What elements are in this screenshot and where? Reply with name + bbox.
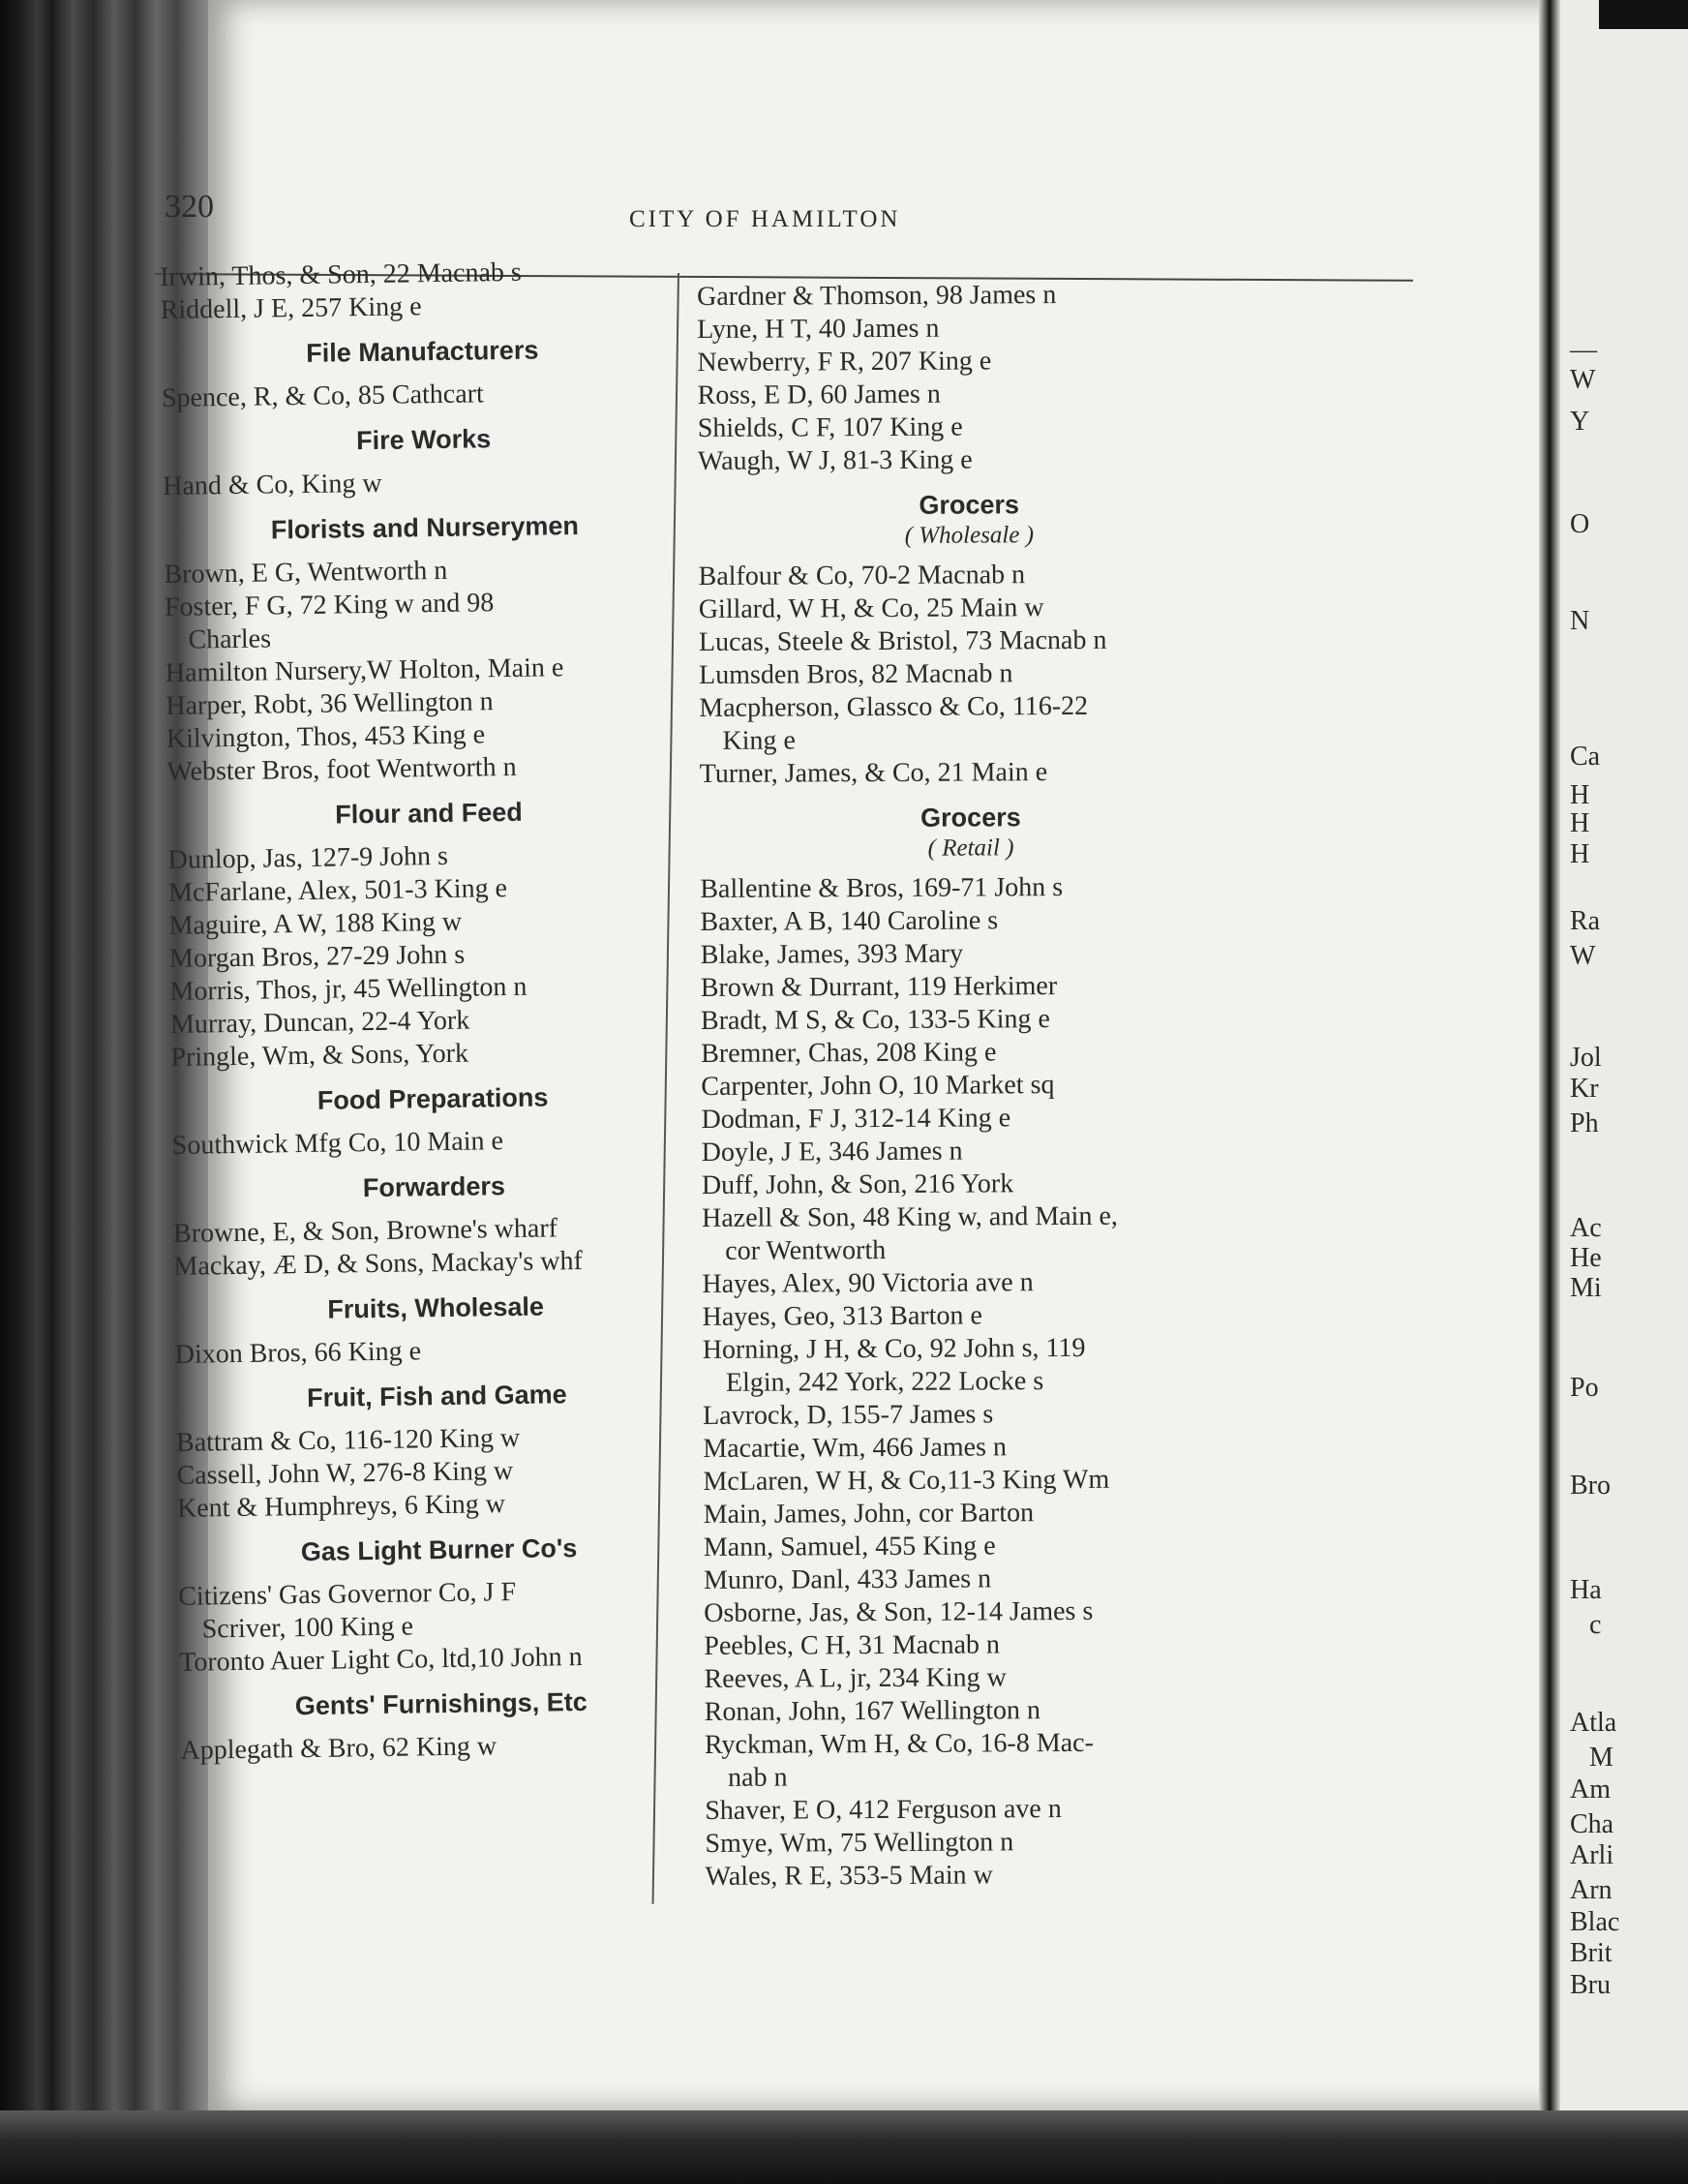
category-heading: Fire Works [355,424,492,456]
category-heading: Grocers [919,490,1020,520]
right-column [697,278,1248,1894]
directory-entry: Foster, F G, 72 King w and 98 [164,588,495,622]
directory-entry: Carpenter, John O, 10 Market sq [701,1070,1055,1102]
directory-entry: Blake, James, 393 Mary [700,938,964,970]
facing-page-fragment-text: Am [1570,1774,1611,1805]
running-head: CITY OF HAMILTON [629,206,901,232]
directory-entry: Smye, Wm, 75 Wellington n [705,1827,1014,1859]
directory-entry: Murray, Duncan, 22-4 York [169,1005,470,1040]
directory-entry: Osborne, Jas, & Son, 12-14 James s [704,1595,1094,1628]
directory-entry: Shields, C F, 107 King e [697,411,963,443]
category-heading: Food Preparations [316,1082,549,1115]
facing-page-fragment-text: M [1589,1743,1613,1773]
page-number: 320 [165,189,214,225]
facing-page-shadow [1599,0,1688,29]
directory-entry: Hayes, Geo, 313 Barton e [702,1300,982,1332]
category-heading: Grocers [920,803,1021,833]
directory-entry: Ballentine & Bros, 169-71 John s [700,872,1064,904]
facing-page-fragment-text: Bru [1570,1970,1611,2000]
category-heading: Gas Light Burner Co's [300,1533,578,1567]
facing-page-fragment-text: Ph [1570,1108,1599,1138]
facing-page-fragment-text: Kr [1570,1074,1599,1104]
directory-entry: McLaren, W H, & Co,11-3 King Wm [703,1464,1110,1497]
category-subheading: ( Retail ) [927,834,1014,862]
directory-entry: Turner, James, & Co, 21 Main e [699,757,1048,789]
directory-entry: Main, James, John, cor Barton [703,1498,1035,1530]
directory-entry: Brown, E G, Wentworth n [164,555,448,590]
directory-entry: Mann, Samuel, 455 King e [703,1531,996,1562]
directory-entry: Ryckman, Wm H, & Co, 16-8 Mac- [704,1727,1094,1760]
directory-entry: Shaver, E O, 412 Ferguson ave n [705,1794,1062,1826]
book-bottom-edge [0,2110,1688,2184]
directory-entry: Mackay, Æ D, & Sons, Mackay's whf [173,1246,584,1282]
facing-page-fragment-text: H [1570,808,1590,838]
facing-page-fragment-text: H [1570,780,1590,810]
directory-entry: Irwin, Thos, & Son, 22 Macnab s [160,257,522,292]
directory-entry: Riddell, J E, 257 King e [160,291,422,325]
directory-entry: Reeves, A L, jr, 234 King w [704,1662,1007,1694]
directory-entry: Peebles, C H, 31 Macnab n [704,1629,1001,1661]
directory-entry: Waugh, W J, 81-3 King e [697,444,973,476]
directory-entry: Bradt, M S, & Co, 133-5 King e [700,1004,1050,1036]
directory-entry: Browne, E, & Son, Browne's wharf [172,1213,558,1249]
directory-entry: Elgin, 242 York, 222 Locke s [725,1366,1044,1398]
left-column [160,254,704,1767]
facing-page-fragment-text: He [1570,1243,1602,1273]
directory-entry: Balfour & Co, 70-2 Macnab n [698,560,1026,592]
facing-page-fragment-text: H [1570,839,1590,869]
category-heading: Flour and Feed [335,797,523,830]
directory-entry: Hazell & Son, 48 King w, and Main e, [701,1200,1118,1233]
directory-entry: Lyne, H T, 40 James n [697,313,940,345]
directory-entry: Gillard, W H, & Co, 25 Main w [698,592,1044,624]
directory-entry: Spence, R, & Co, 85 Cathcart [161,379,484,413]
directory-entry: Bremner, Chas, 208 King e [701,1037,997,1069]
directory-entry: Gardner & Thomson, 98 James n [697,280,1057,312]
directory-entry: Southwick Mfg Co, 10 Main e [171,1126,504,1161]
facing-page-fragment-text: Arn [1570,1875,1613,1905]
directory-entry: Maguire, A W, 188 King w [168,906,463,941]
facing-page-fragment-text: Ra [1570,906,1601,936]
directory-entry: Applegath & Bro, 62 King w [180,1731,497,1766]
directory-entry: Lavrock, D, 155-7 James s [703,1399,994,1431]
directory-entry: Pringle, Wm, & Sons, York [170,1038,469,1073]
directory-entry: Hamilton Nursery,W Holton, Main e [165,652,564,688]
directory-entry: Scriver, 100 King e [201,1611,414,1645]
facing-page-fragment-text: Ac [1570,1213,1602,1243]
facing-page-fragment-text: Po [1570,1373,1599,1403]
facing-page-fragment-text: Jol [1570,1043,1602,1073]
directory-entry: Battram & Co, 116-120 King w [175,1422,521,1458]
directory-entry: Charles [188,623,272,655]
directory-entry: Kent & Humphreys, 6 King w [176,1489,506,1524]
directory-entry: Hayes, Alex, 90 Victoria ave n [702,1267,1034,1299]
facing-page-fragment-text: Bro [1570,1471,1611,1501]
facing-page-fragment-text: Arli [1570,1840,1614,1870]
category-heading: Fruit, Fish and Game [306,1380,567,1412]
directory-entry: King e [722,725,797,756]
directory-entry: Kilvington, Thos, 453 King e [166,719,486,754]
facing-page-fragment-text: Mi [1570,1273,1602,1303]
directory-entry: Cassell, John W, 276-8 King w [176,1456,514,1491]
directory-entry: Wales, R E, 353-5 Main w [705,1860,993,1892]
page-header [165,189,1365,237]
directory-entry: Dodman, F J, 312-14 King e [701,1103,1011,1135]
directory-entry: Morgan Bros, 27-29 John s [168,939,466,974]
directory-entry: Dunlop, Jas, 127-9 John s [167,840,449,875]
directory-entry: Duff, John, & Son, 216 York [701,1168,1014,1200]
facing-page-fragment-text: Ca [1570,742,1601,772]
directory-entry: cor Wentworth [725,1234,887,1266]
directory-entry: Ross, E D, 60 James n [697,379,941,410]
directory-entry: Webster Bros, foot Wentworth n [166,751,517,787]
directory-entry: Munro, Danl, 433 James n [703,1563,992,1595]
directory-entry: Morris, Thos, jr, 45 Wellington n [169,971,528,1007]
category-heading: File Manufacturers [306,335,539,368]
category-heading: Gents' Furnishings, Etc [294,1686,588,1721]
facing-page-fragment-text: — [1570,335,1597,365]
facing-page-fragment [1560,0,1688,2184]
category-heading: Fruits, Wholesale [327,1291,545,1324]
directory-entry: Citizens' Gas Governor Co, J F [178,1576,517,1612]
directory-entry: Lucas, Steele & Bristol, 73 Macnab n [698,624,1107,657]
facing-page-fragment-text: Y [1570,407,1590,437]
facing-page-fragment-text: Atla [1570,1708,1617,1738]
directory-entry: Hand & Co, King w [163,468,382,501]
facing-page-fragment-text: W [1570,941,1596,971]
facing-page-fragment-text: c [1589,1610,1602,1640]
category-heading: Florists and Nurserymen [270,510,580,545]
book-gutter [1539,0,1560,2184]
directory-entry: Baxter, A B, 140 Caroline s [700,905,999,937]
directory-entry: Macartie, Wm, 466 James n [703,1432,1008,1464]
directory-entry: Lumsden Bros, 82 Macnab n [699,658,1013,690]
directory-entry: McFarlane, Alex, 501-3 King e [167,873,508,908]
directory-entry: Macpherson, Glassco & Co, 116-22 [699,690,1089,723]
directory-entry: Ronan, John, 167 Wellington n [704,1695,1041,1727]
facing-page-fragment-text: Brit [1570,1938,1613,1968]
directory-entry: Dixon Bros, 66 King e [174,1336,422,1370]
facing-page-fragment-text: O [1570,509,1590,539]
directory-entry: Horning, J H, & Co, 92 John s, 119 [702,1332,1086,1365]
category-heading: Forwarders [362,1171,506,1203]
facing-page-fragment-text: Blac [1570,1907,1620,1937]
facing-page-fragment-text: N [1570,606,1590,636]
directory-entry: Harper, Robt, 36 Wellington n [166,686,494,721]
facing-page-fragment-text: Ha [1570,1575,1602,1605]
directory-entry: Doyle, J E, 346 James n [701,1136,963,1168]
directory-entry: Toronto Auer Light Co, ltd,10 John n [178,1642,583,1678]
directory-entry: nab n [728,1762,788,1793]
facing-page-fragment-text: W [1570,365,1596,395]
directory-entry: Brown & Durrant, 119 Herkimer [700,971,1058,1003]
directory-entry: Newberry, F R, 207 King e [697,346,992,378]
category-subheading: ( Wholesale ) [904,522,1035,549]
facing-page-fragment-text: Cha [1570,1809,1614,1839]
